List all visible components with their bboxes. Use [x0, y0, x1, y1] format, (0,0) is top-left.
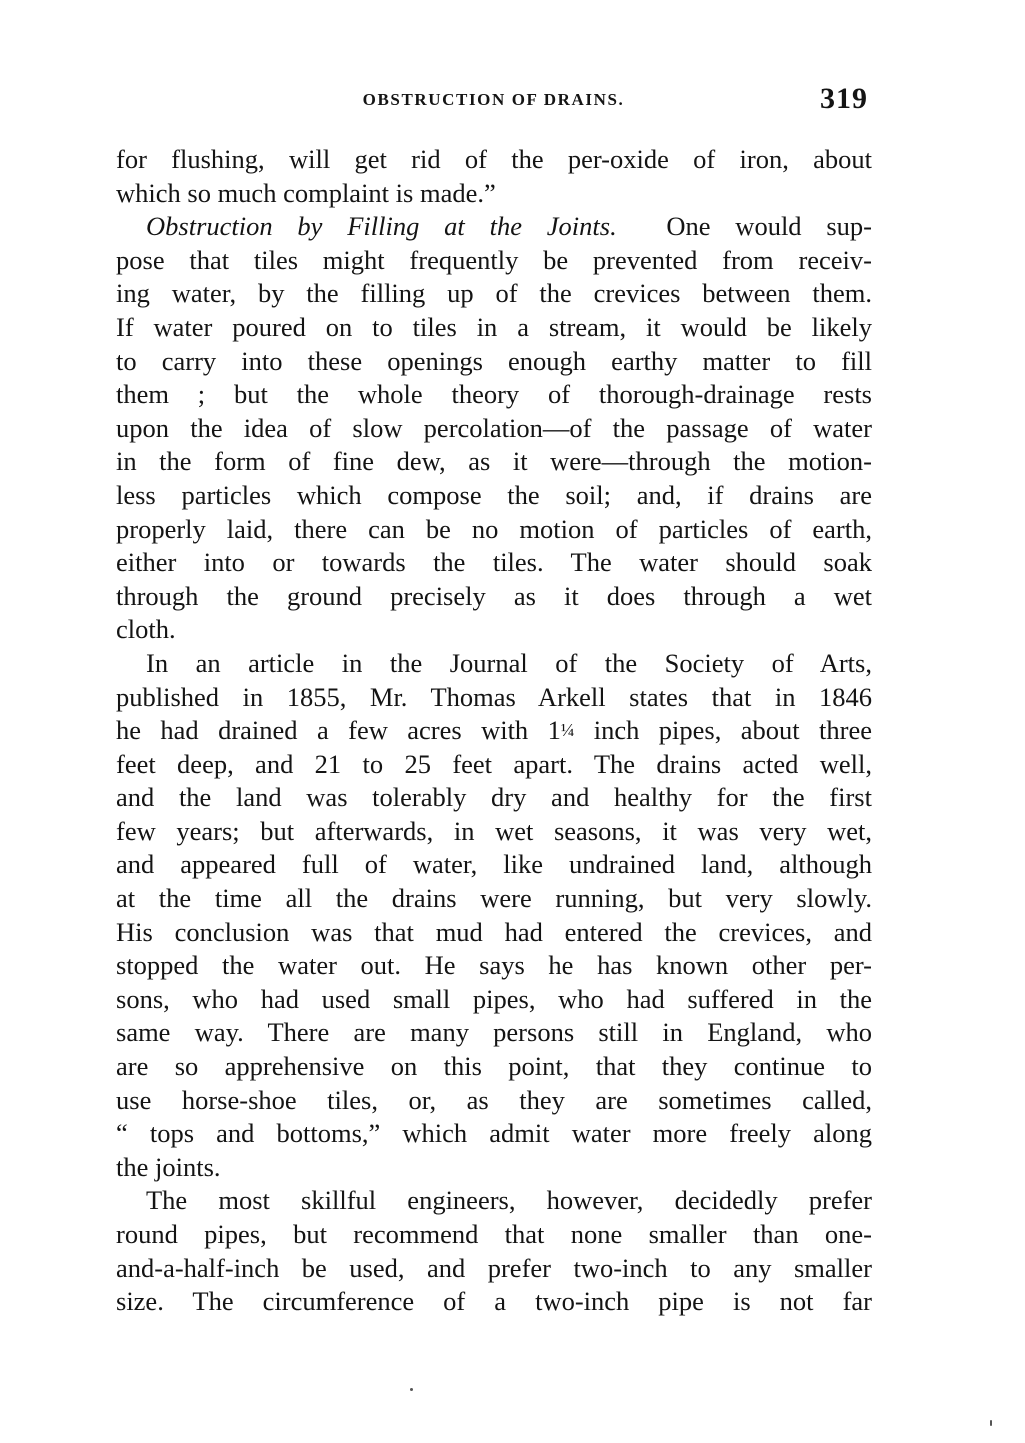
text-line: same way. There are many persons still in England, who	[116, 1017, 872, 1048]
text-line: stopped the water out. He says he has known other per-	[116, 950, 872, 981]
running-title: OBSTRUCTION OF DRAINS.	[362, 90, 625, 109]
text-line: size. The circumference of a two-inch pipe is not far	[116, 1286, 872, 1317]
text-line: for flushing, will get rid of the per-oxide of iron, about	[116, 144, 872, 174]
text-line: are so apprehensive on this point, that they continue to	[116, 1051, 872, 1082]
text-line: use horse-shoe tiles, or, as they are sometimes called,	[116, 1084, 872, 1115]
text-line: ing water, by the filling up of the crevices between them.	[116, 278, 872, 309]
text-line: “ tops and bottoms,” which admit water more freely along	[116, 1118, 872, 1149]
text-line: sons, who had used small pipes, who had suffered in the	[116, 983, 872, 1014]
text-line: and the land was tolerably dry and healthy for the first	[116, 782, 872, 813]
text-line: to carry into these openings enough earthy matter to fill	[116, 345, 872, 376]
text-line: through the ground precisely as it does through a wet	[116, 580, 872, 611]
text-line-post: inch pipes, about three	[574, 715, 872, 746]
text-line: feet deep, and 21 to 25 feet apart. The drains acted well,	[116, 748, 872, 779]
scan-speck	[410, 1388, 413, 1391]
section-heading: Obstruction by Filling at the Joints.	[146, 211, 617, 242]
fraction: ¼	[560, 720, 575, 741]
text-line: them ; but the whole theory of thorough-drainage rests	[116, 379, 872, 410]
text-line: upon the idea of slow percolation—of the passage of water	[116, 412, 872, 443]
text-line: round pipes, but recommend that none smaller than one-	[116, 1219, 872, 1249]
text-line: which so much complaint is made.”	[116, 177, 496, 208]
text-line: The most skillful engineers, however, decidedly prefer	[146, 1185, 872, 1216]
text-line: at the time all the drains were running, but very slowly.	[116, 883, 872, 914]
text-line: and-a-half-inch be used, and prefer two-inch to any smaller	[116, 1252, 872, 1283]
text-line-body: One would sup-	[666, 211, 872, 242]
page-number: 319	[820, 82, 868, 115]
text-line: His conclusion was that mud had entered the crevices, and	[116, 916, 872, 947]
text-line: either into or towards the tiles. The water should soak	[116, 547, 872, 578]
text-line: In an article in the Journal of the Society of Arts,	[146, 647, 872, 678]
text-line: If water poured on to tiles in a stream, it would be likely	[116, 311, 872, 342]
text-line: pose that tiles might frequently be prevented from receiv-	[116, 244, 872, 275]
text-line-with-fraction	[116, 714, 872, 748]
text-line: few years; but afterwards, in wet seasons, it was very wet,	[116, 815, 872, 846]
text-line-with-heading	[116, 210, 872, 244]
text-line: cloth.	[116, 614, 176, 645]
text-line-pre: he had drained a few acres with 1	[116, 715, 561, 746]
text-line: less particles which compose the soil; and, if drains are	[116, 479, 872, 510]
body-text	[116, 143, 872, 1319]
scan-speck	[990, 1420, 992, 1426]
text-line: published in 1855, Mr. Thomas Arkell states that in 1846	[116, 681, 872, 712]
text-line: and appeared full of water, like undrained land, although	[116, 849, 872, 880]
text-line: in the form of fine dew, as it were—through the motion-	[116, 446, 872, 477]
text-line: properly laid, there can be no motion of particles of earth,	[116, 513, 872, 544]
running-head	[115, 82, 872, 122]
text-line: the joints.	[116, 1151, 221, 1182]
